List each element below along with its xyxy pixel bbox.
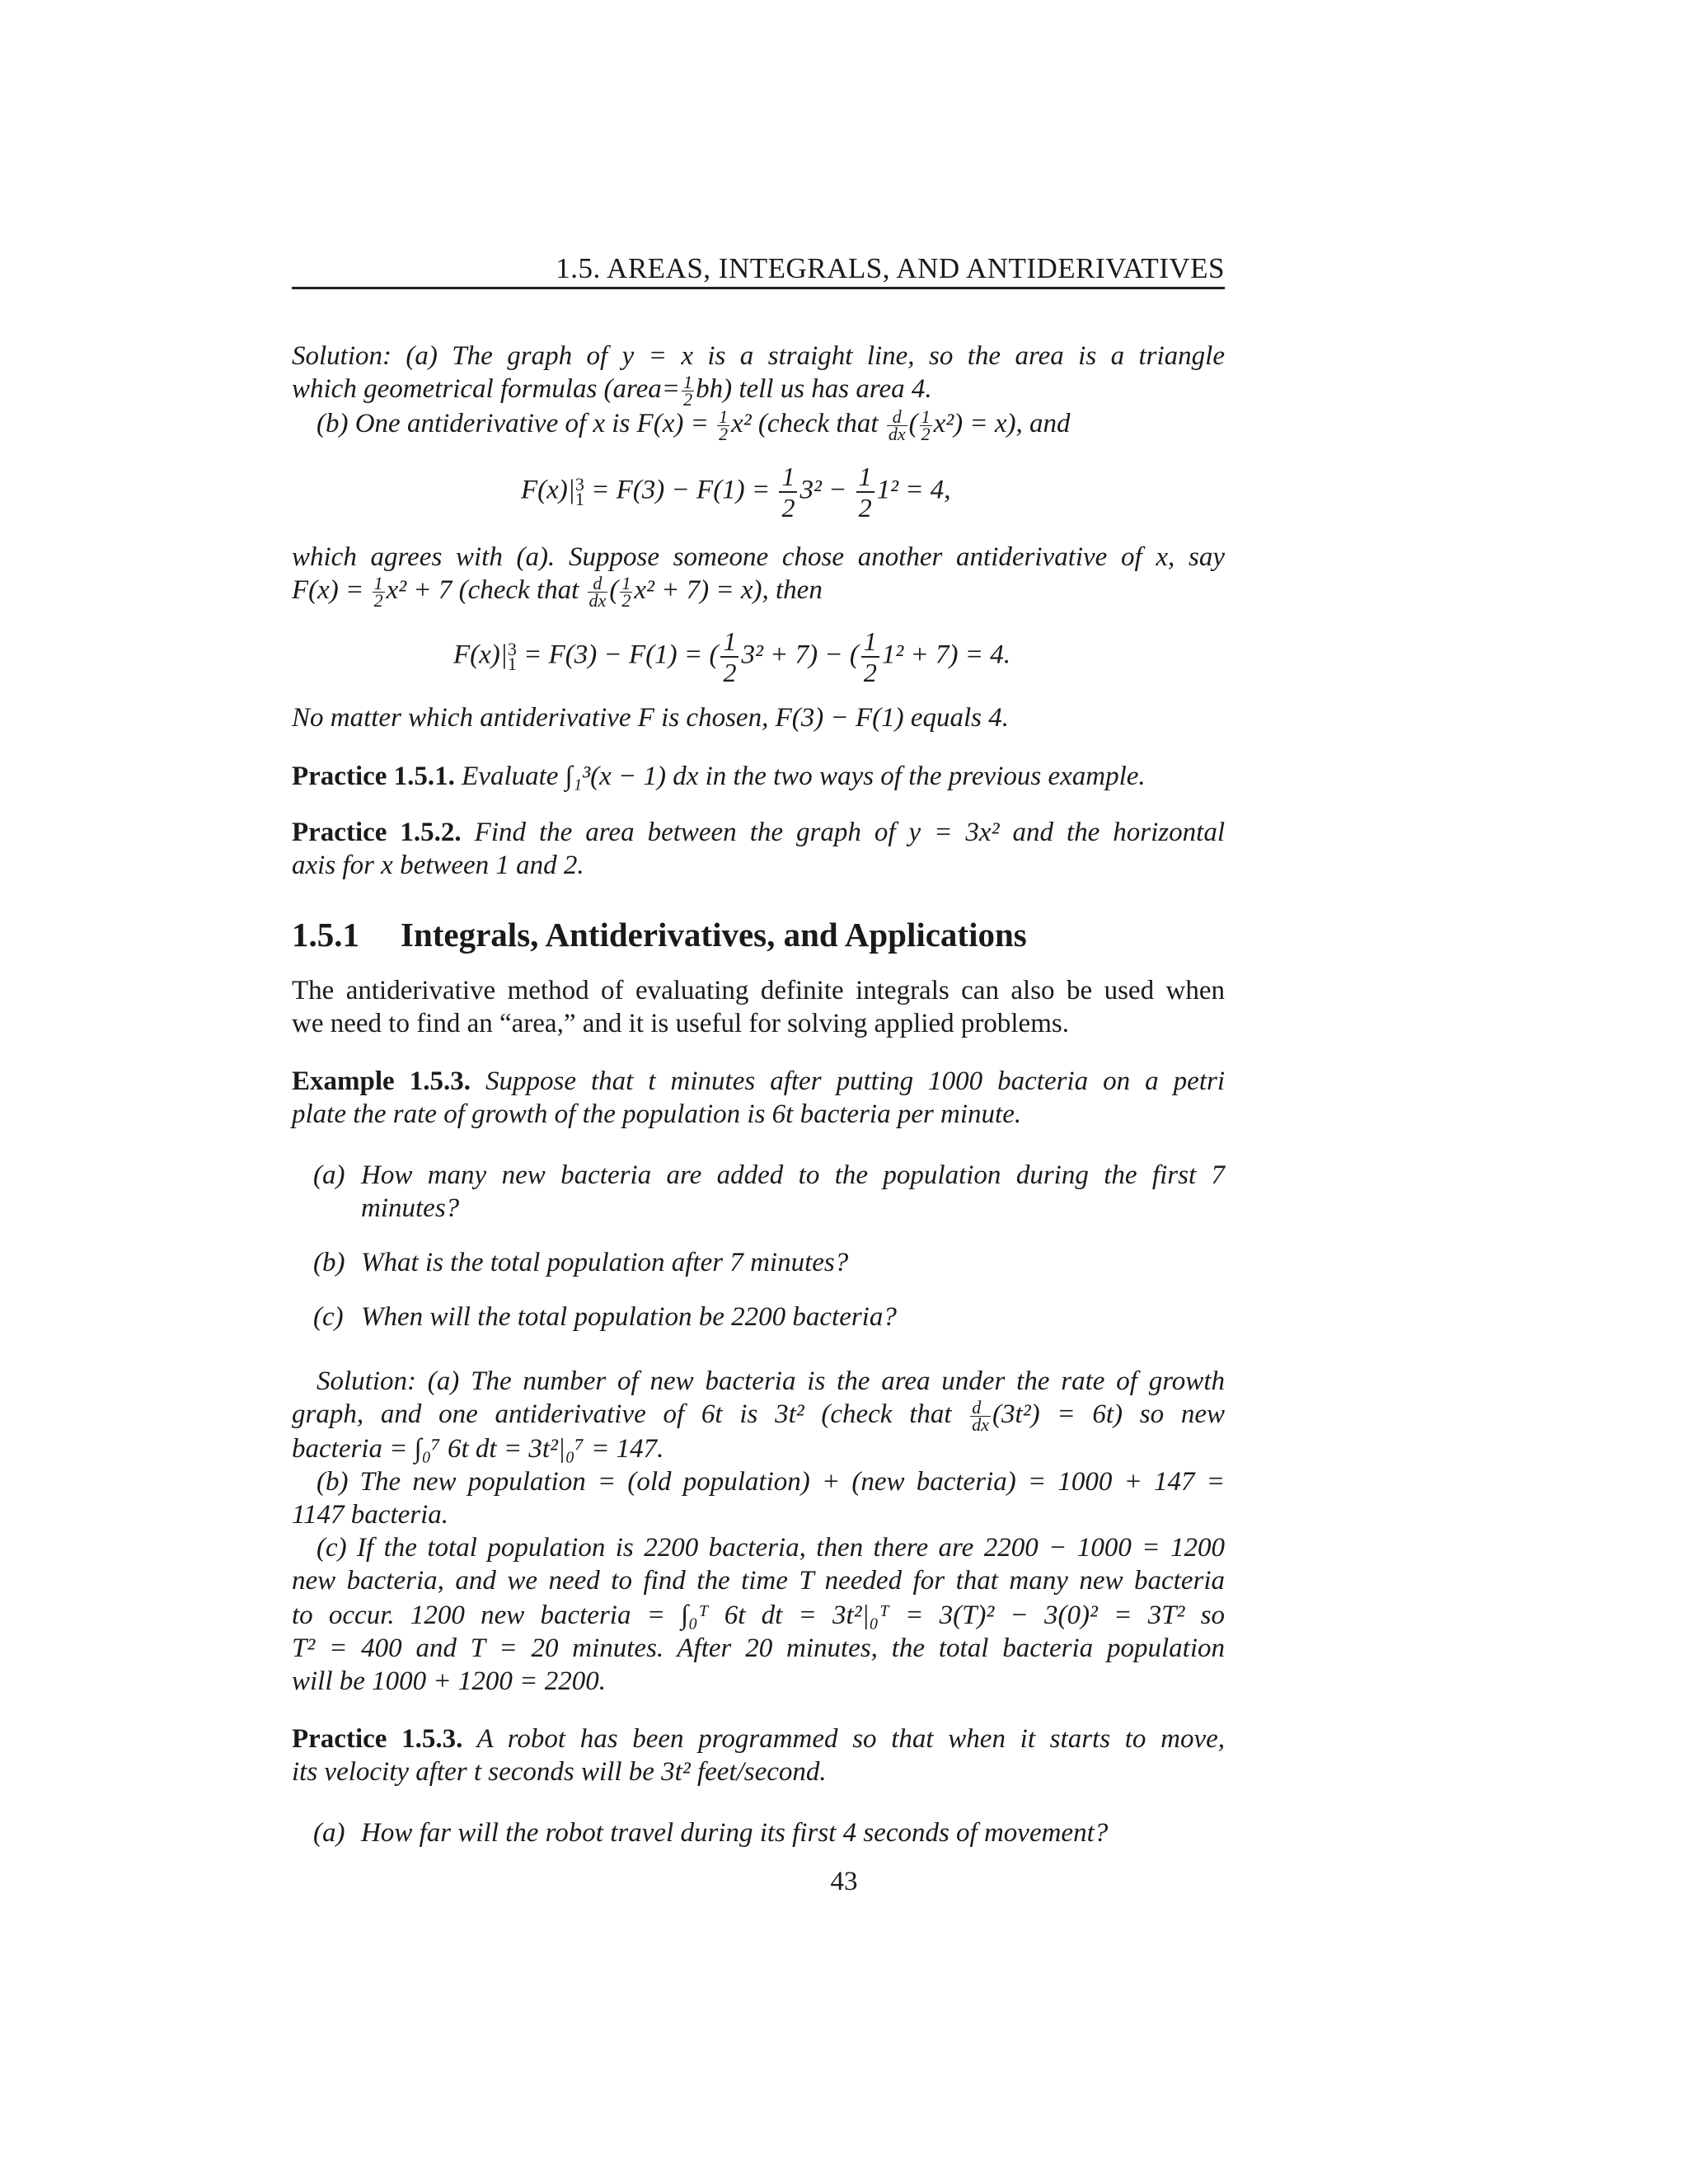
solution-line-2 <box>292 373 1225 408</box>
half-fraction <box>373 572 385 611</box>
frac-numerator: 1 <box>779 462 797 493</box>
eq1-half-2 <box>856 462 874 523</box>
practice-1-5-2-line-2: axis for x between 1 and 2. <box>292 851 584 880</box>
practice-1-5-1 <box>292 760 1225 793</box>
solution2-line-10: will be 1000 + 1200 = 2200. <box>292 1666 606 1696</box>
solution-line-3a: (b) One antiderivative of x is F(x) = <box>316 409 716 438</box>
practice-1-5-3-line-2: its velocity after t seconds will be 3t² feet/second. <box>292 1757 827 1787</box>
eq2-term-1: 3² + 7) − ( <box>741 640 859 670</box>
solution2-line-6: (c) If the total population is 2200 bacteria, then there are 2200 − 1000 = 1200 <box>316 1533 1225 1563</box>
list-text: When will the total population be 2200 bacteria? <box>361 1302 897 1332</box>
solution2-line-9: T² = 400 and T = 20 minutes. After 20 minutes, the total bacteria population <box>292 1633 1225 1663</box>
half-fraction <box>717 405 729 444</box>
solution-line-2b: bh) tell us has area 4. <box>696 374 932 404</box>
solution2-line-2a: graph, and one antiderivative of 6t is 3t² (check that <box>292 1399 969 1429</box>
example-label: Example 1.5.3. <box>292 1066 471 1096</box>
eq1-upper-bound: 3 <box>574 474 584 494</box>
solution-line-5d: x² + 7) = x), then <box>634 575 823 605</box>
example-1-5-3-line-1 <box>292 1065 1225 1098</box>
list-item-b <box>313 1246 1225 1279</box>
solution2-line-4: (b) The new population = (old population) + (new bacteria) = 1000 + 147 = <box>316 1467 1225 1497</box>
frac-denominator: 2 <box>921 423 931 444</box>
frac-denominator: 2 <box>719 423 729 444</box>
list-text: How far will the robot travel during its first 4 seconds of movement? <box>361 1818 1109 1848</box>
solution-line-3c: ( <box>908 409 918 438</box>
eq1-term-2: 1² = 4, <box>876 475 951 505</box>
frac-denominator: 2 <box>723 658 737 687</box>
ddx-denominator: dx <box>588 589 607 611</box>
eq2-half-1 <box>720 626 738 687</box>
header-rule <box>292 287 1225 289</box>
list-label: (a) <box>313 1160 345 1190</box>
section-intro-line-1: The antiderivative method of evaluating definite integrals can also be used when <box>292 976 1225 1005</box>
solution-line-5a: F(x) = <box>292 575 371 605</box>
eq2-half-2 <box>861 626 879 687</box>
solution-line-5c: ( <box>609 575 619 605</box>
solution-line-6: No matter which antiderivative F is chosen, F(3) − F(1) equals 4. <box>292 703 1010 733</box>
section-intro-line-2: we need to find an “area,” and it is useful for solving applied problems. <box>292 1009 1069 1038</box>
practice-label: Practice 1.5.1. <box>292 762 455 791</box>
solution-line-5b: x² + 7 (check that <box>386 575 586 605</box>
section-number: 1.5.1 <box>292 916 359 954</box>
section-heading <box>292 915 1225 954</box>
ddx-denominator: dx <box>972 1413 990 1435</box>
solution2-line-1: Solution: (a) The number of new bacteria is the area under the rate of growth <box>316 1366 1225 1396</box>
solution2-line-2b: (3t²) = 6t) so new <box>992 1399 1225 1429</box>
example-text: Suppose that t minutes after putting 1000 bacteria on a petri <box>470 1066 1225 1096</box>
frac-numerator: 1 <box>856 462 874 493</box>
list-label: (a) <box>313 1818 345 1848</box>
practice-label: Practice 1.5.2. <box>292 818 462 847</box>
ddx-operator <box>887 405 907 444</box>
display-equation-1 <box>521 462 951 523</box>
frac-numerator: 1 <box>861 626 879 658</box>
frac-numerator: 1 <box>683 371 693 392</box>
eq1-lhs: F(x)| <box>521 475 575 505</box>
eq1-bounds <box>574 474 584 509</box>
practice-text: Evaluate ∫₁³(x − 1) dx in the two ways of the previous example. <box>454 762 1146 791</box>
eq2-mid: = F(3) − F(1) = ( <box>516 640 719 670</box>
frac-denominator: 2 <box>373 589 383 611</box>
eq1-mid: = F(3) − F(1) = <box>584 475 777 505</box>
solution-line-3d: x²) = x), and <box>933 409 1071 438</box>
solution-line-3b: x² (check that <box>731 409 885 438</box>
frac-numerator: 1 <box>373 572 383 593</box>
practice-1-5-2-line-1 <box>292 816 1225 849</box>
frac-numerator: 1 <box>719 405 729 427</box>
solution-line-2a: which geometrical formulas (area= <box>292 374 681 404</box>
running-head: 1.5. AREAS, INTEGRALS, AND ANTIDERIVATIVES <box>556 252 1225 284</box>
solution2-line-3: bacteria = ∫₀⁷ 6t dt = 3t²|₀⁷ = 147. <box>292 1434 664 1464</box>
list-text: How many new bacteria are added to the population during the first 7 <box>361 1160 1225 1190</box>
eq2-upper-bound: 3 <box>507 639 517 659</box>
eq1-lower-bound: 1 <box>574 489 584 509</box>
frac-denominator: 2 <box>863 658 877 687</box>
frac-denominator: 2 <box>621 589 631 611</box>
practice-text: Find the area between the graph of y = 3x² and the horizontal <box>461 818 1225 847</box>
solution2-line-8: to occur. 1200 new bacteria = ∫₀ᵀ 6t dt = 3t²|₀ᵀ = 3(T)² − 3(0)² = 3T² so <box>292 1601 1225 1630</box>
practice-label: Practice 1.5.3. <box>292 1724 463 1754</box>
half-fraction <box>620 572 632 611</box>
ddx-numerator: d <box>588 575 608 593</box>
list-label: (b) <box>313 1248 345 1277</box>
ddx-numerator: d <box>887 409 907 426</box>
frac-numerator: 1 <box>621 572 631 593</box>
display-equation-2 <box>453 626 1010 687</box>
solution-line-4: which agrees with (a). Suppose someone chose another antiderivative of x, say <box>292 542 1225 572</box>
solution2-line-5: 1147 bacteria. <box>292 1500 449 1530</box>
example-1-5-3-line-2: plate the rate of growth of the population is 6t bacteria per minute. <box>292 1099 1022 1129</box>
eq2-lhs: F(x)| <box>453 640 508 670</box>
ddx-operator <box>970 1396 991 1435</box>
practice-1-5-3-line-1 <box>292 1722 1225 1755</box>
list-item-a <box>313 1159 1225 1225</box>
solution-line-5 <box>292 574 1225 609</box>
eq2-lower-bound: 1 <box>507 654 517 674</box>
frac-denominator: 2 <box>858 493 872 523</box>
practice-text: A robot has been programmed so that when it starts to move, <box>462 1724 1225 1754</box>
frac-numerator: 1 <box>921 405 931 427</box>
solution2-line-7: new bacteria, and we need to find the time T needed for that many new bacteria <box>292 1566 1225 1596</box>
eq1-half-1 <box>779 462 797 523</box>
frac-denominator: 2 <box>683 388 693 410</box>
practice-item-a <box>313 1816 1225 1849</box>
half-fraction <box>682 371 694 410</box>
section-title: Integrals, Antiderivatives, and Applications <box>401 916 1027 954</box>
list-text-continued: minutes? <box>361 1193 460 1223</box>
solution-line-1: Solution: (a) The graph of y = x is a straight line, so the area is a triangle <box>292 341 1225 371</box>
solution2-line-2 <box>292 1398 1225 1433</box>
list-label: (c) <box>313 1302 344 1332</box>
ddx-numerator: d <box>970 1399 991 1417</box>
eq1-term-1: 3² − <box>799 475 854 505</box>
eq2-bounds <box>507 639 517 674</box>
list-text: What is the total population after 7 minutes? <box>361 1248 849 1277</box>
list-item-c <box>313 1301 1225 1333</box>
ddx-denominator: dx <box>888 423 906 444</box>
solution-line-3 <box>292 407 1250 443</box>
page-number: 43 <box>830 1867 858 1896</box>
eq2-term-2: 1² + 7) = 4. <box>881 640 1011 670</box>
frac-denominator: 2 <box>781 493 795 523</box>
ddx-operator <box>588 572 608 611</box>
half-fraction <box>920 405 932 444</box>
frac-numerator: 1 <box>720 626 738 658</box>
